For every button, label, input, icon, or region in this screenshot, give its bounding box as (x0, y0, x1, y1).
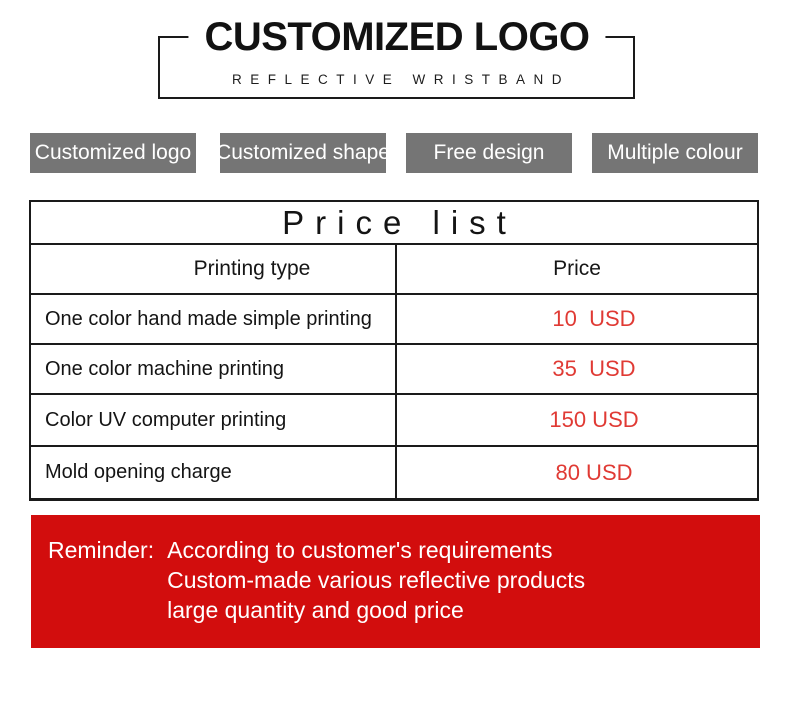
feature-tag-label: Customized logo (34, 141, 192, 164)
printing-type-cell: One color hand made simple printing (45, 307, 372, 330)
printing-type-cell: Mold opening charge (45, 461, 232, 483)
table-row (31, 393, 757, 445)
table-row (31, 445, 757, 498)
price-table (29, 200, 759, 501)
reminder-banner (31, 515, 760, 648)
feature-tag-label: Multiple colour (607, 141, 743, 164)
reminder-line: According to customer's requirements (167, 537, 553, 563)
feature-tag-customized-shape[interactable] (216, 133, 390, 173)
printing-type-cell: Color UV computer printing (45, 408, 287, 431)
feature-tag-label: Free design (433, 141, 545, 164)
price-cell: 150 USD (395, 395, 757, 445)
page-title: CUSTOMIZED LOGO (188, 14, 605, 60)
table-row (31, 343, 757, 393)
column-header-printing-type: Printing type (193, 257, 311, 280)
feature-tag-label: Customized shape (216, 141, 390, 164)
price-cell: 80 USD (395, 447, 757, 498)
column-header-price: Price (395, 245, 757, 293)
page-subtitle: REFLECTIVE WRISTBAND (231, 72, 571, 87)
feature-tag-free-design[interactable] (406, 133, 572, 173)
reminder-label: Reminder: (48, 537, 155, 563)
reminder-line: large quantity and good price (167, 597, 464, 623)
feature-tag-multiple-colour[interactable] (592, 133, 758, 173)
price-table-title: Price list (282, 203, 517, 241)
price-table-header-row (31, 243, 757, 293)
table-row (31, 293, 757, 343)
printing-type-cell: One color machine printing (45, 357, 285, 380)
price-cell: 35 USD (395, 345, 757, 393)
reminder-text (167, 535, 585, 625)
feature-tag-customized-logo[interactable] (30, 133, 196, 173)
price-cell: 10 USD (395, 295, 757, 343)
reminder-line: Custom-made various reflective products (167, 567, 586, 593)
